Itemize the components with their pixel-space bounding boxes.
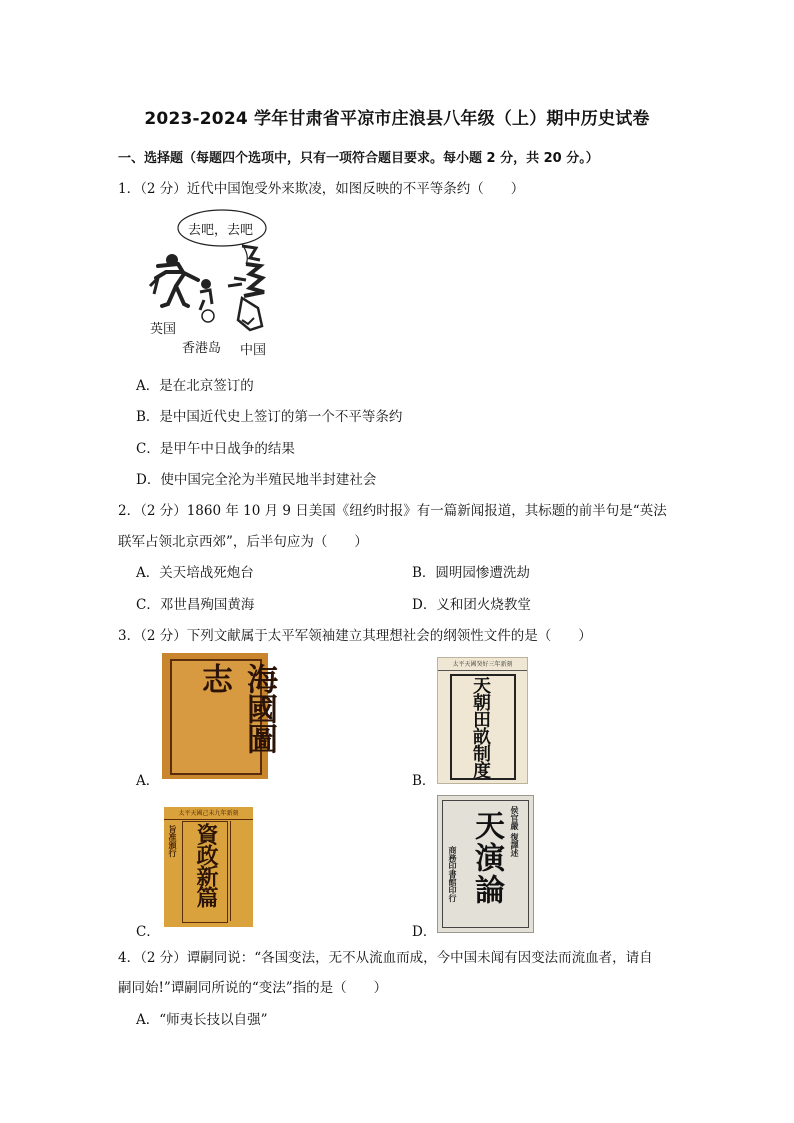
q2-option-d[interactable]: D．义和团火烧教堂	[412, 597, 531, 613]
q4-option-a[interactable]: A．“师夷长技以自强”	[136, 1012, 268, 1028]
book-d-title: 天演論	[469, 810, 504, 906]
q1-option-c[interactable]: C．是甲午中日战争的结果	[136, 441, 295, 457]
q3-option-c[interactable]: C．	[136, 924, 160, 940]
speech-bubble-text: 去吧，去吧	[188, 223, 254, 238]
question-2-stem-line-1: 2．（2 分）1860 年 10 月 9 日美国《纽约时报》有一篇新闻报道，其标题的前半句是“英法	[118, 503, 667, 519]
q1-option-a[interactable]: A．是在北京签订的	[136, 378, 254, 394]
question-2-stem-line-2: 联军占领北京西郊”，后半句应为（ ）	[118, 534, 368, 550]
q2-option-b[interactable]: B．圆明园惨遭洗劫	[412, 565, 530, 581]
book-b-title: 天朝田畝制度	[470, 676, 491, 778]
q1-option-b[interactable]: B．是中国近代史上签订的第一个不平等条约	[136, 409, 403, 425]
question-1-cartoon	[138, 208, 288, 358]
question-1-stem: 1．（2 分）近代中国饱受外来欺凌，如图反映的不平等条约（ ）	[118, 181, 525, 197]
book-d-publisher: 商務印書館印行	[448, 846, 458, 902]
book-image-zizheng-xinpian[interactable]	[164, 807, 253, 927]
question-4-stem-line-1: 4．（2 分）谭嗣同说：“各国变法，无不从流血而成，今中国未闻有因变法而流血者，请自	[118, 950, 653, 966]
q2-option-a[interactable]: A．关天培战死炮台	[136, 565, 254, 581]
book-image-tianyan-lun[interactable]	[437, 795, 534, 933]
question-3-stem: 3．（2 分）下列文献属于太平军领袖建立其理想社会的纲领性文件的是（ ）	[118, 628, 592, 644]
section-heading: 一、选择题（每题四个选项中，只有一项符合题目要求。每小题 2 分，共 20 分。）	[118, 151, 599, 166]
q3-option-a[interactable]: A．	[136, 773, 160, 789]
book-image-haiguo-tuzhi[interactable]	[162, 653, 277, 779]
book-b-header: 太平天國癸好三年新刻	[452, 661, 513, 668]
label-britain: 英国	[150, 322, 177, 337]
q1-option-d[interactable]: D．使中国完全沦为半殖民地半封建社会	[136, 472, 377, 488]
q2-option-c[interactable]: C．邓世昌殉国黄海	[136, 597, 255, 613]
page-title: 2023-2024 学年甘肃省平凉市庄浪县八年级（上）期中历史试卷	[144, 109, 650, 129]
label-hong-kong: 香港岛	[182, 341, 222, 356]
book-c-side: 旨准頒行	[168, 825, 178, 857]
book-c-header: 太平天國己未九年新刻	[178, 810, 239, 817]
q3-option-d[interactable]: D．	[412, 924, 437, 940]
q3-option-b[interactable]: B．	[412, 773, 436, 789]
label-china: 中国	[240, 343, 267, 358]
book-d-author: 侯官嚴 復譯述	[510, 806, 520, 857]
book-a-title: 海國圖志	[196, 663, 277, 753]
question-4-stem-line-2: 嗣同始!”谭嗣同所说的“变法”指的是（ ）	[118, 980, 388, 996]
book-c-title: 資政新篇	[193, 823, 219, 907]
book-image-tianchao-tianmu-zhidu[interactable]	[437, 657, 528, 784]
